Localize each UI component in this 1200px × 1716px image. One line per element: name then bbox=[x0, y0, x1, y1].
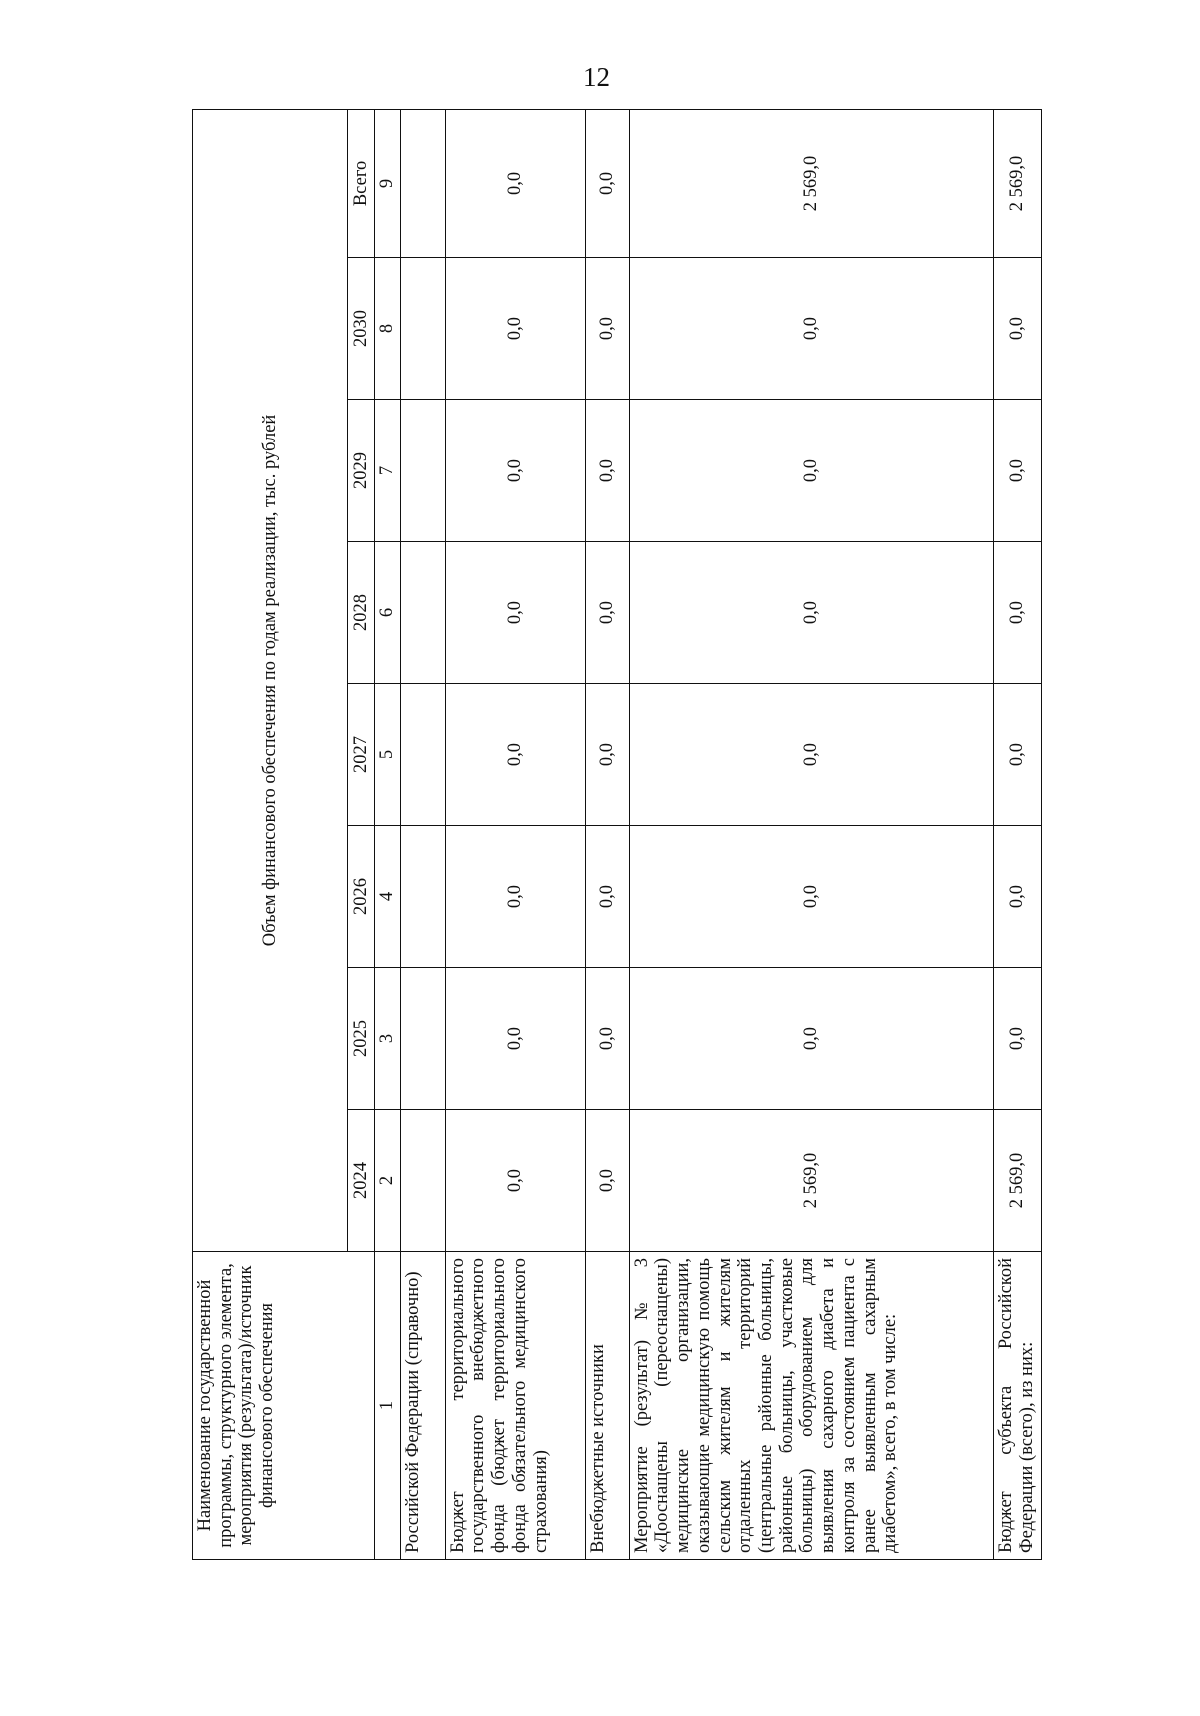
value-cell: 0,0 bbox=[629, 826, 993, 968]
value-cell: 0,0 bbox=[585, 542, 629, 684]
value-cell bbox=[400, 258, 445, 400]
year-header: 2029 bbox=[348, 400, 375, 542]
column-number: 3 bbox=[375, 968, 401, 1110]
column-number: 6 bbox=[375, 542, 401, 684]
value-cell: 0,0 bbox=[585, 400, 629, 542]
value-cell: 0,0 bbox=[994, 258, 1042, 400]
row-label: Мероприятие (результат) № 3 «Дооснащены (переоснащены) медицинские организации, оказывающие медицинскую помощь сельским жителям и жителям отдаленных территорий (центральные районные больницы, районные больницы, участковые больницы) оборудованием для выявления сахарного диабета и контроля за состоянием пациента с ранее выявленным сахарным диабетом», всего, в том числе: bbox=[629, 1252, 993, 1560]
value-cell: 0,0 bbox=[445, 684, 585, 826]
column-number: 8 bbox=[375, 258, 401, 400]
row-label: Российской Федерации (справочно) bbox=[400, 1252, 445, 1560]
value-cell bbox=[400, 400, 445, 542]
value-cell: 0,0 bbox=[585, 684, 629, 826]
value-cell: 0,0 bbox=[994, 684, 1042, 826]
table-row bbox=[994, 109, 1042, 1559]
table-row bbox=[585, 109, 629, 1559]
name-column-header: Наименование государственной программы, структурного элемента, мероприятия (результата)/источник финансового обеспечения bbox=[193, 1252, 375, 1560]
value-cell: 0,0 bbox=[445, 826, 585, 968]
column-number: 2 bbox=[375, 1110, 401, 1252]
rotated-table-container bbox=[192, 110, 1042, 1560]
table-row bbox=[445, 109, 585, 1559]
value-cell: 0,0 bbox=[445, 542, 585, 684]
value-cell: 2 569,0 bbox=[994, 109, 1042, 257]
row-label: Внебюджетные источники bbox=[585, 1252, 629, 1560]
value-cell bbox=[400, 109, 445, 257]
column-number-row bbox=[375, 109, 401, 1559]
value-cell: 0,0 bbox=[585, 109, 629, 257]
table-row bbox=[400, 109, 445, 1559]
value-cell bbox=[400, 968, 445, 1110]
value-cell: 0,0 bbox=[994, 826, 1042, 968]
total-header: Всего bbox=[348, 109, 375, 257]
value-cell: 0,0 bbox=[629, 684, 993, 826]
year-header: 2025 bbox=[348, 968, 375, 1110]
value-cell: 0,0 bbox=[445, 968, 585, 1110]
value-cell: 0,0 bbox=[585, 1110, 629, 1252]
value-cell: 0,0 bbox=[629, 258, 993, 400]
column-number: 9 bbox=[375, 109, 401, 257]
table-row bbox=[629, 109, 993, 1559]
value-cell: 0,0 bbox=[994, 400, 1042, 542]
volume-header: Объем финансового обеспечения по годам реализации, тыс. рублей bbox=[193, 109, 348, 1251]
column-number: 5 bbox=[375, 684, 401, 826]
value-cell: 0,0 bbox=[585, 826, 629, 968]
column-number: 7 bbox=[375, 400, 401, 542]
value-cell: 0,0 bbox=[585, 258, 629, 400]
column-number: 1 bbox=[375, 1252, 401, 1560]
value-cell: 0,0 bbox=[445, 1110, 585, 1252]
value-cell: 2 569,0 bbox=[629, 109, 993, 257]
value-cell bbox=[400, 542, 445, 684]
page-number: 12 bbox=[583, 62, 610, 92]
year-header: 2027 bbox=[348, 684, 375, 826]
column-number: 4 bbox=[375, 826, 401, 968]
value-cell bbox=[400, 684, 445, 826]
value-cell: 0,0 bbox=[585, 968, 629, 1110]
financing-table bbox=[192, 109, 1042, 1560]
value-cell: 0,0 bbox=[629, 968, 993, 1110]
year-header: 2026 bbox=[348, 826, 375, 968]
value-cell: 2 569,0 bbox=[629, 1110, 993, 1252]
row-label: Бюджет территориального государственного внебюджетного фонда (бюджет территориального фонда обязательного медицинского страхования) bbox=[445, 1252, 585, 1560]
year-header: 2030 bbox=[348, 258, 375, 400]
value-cell: 0,0 bbox=[445, 400, 585, 542]
value-cell: 2 569,0 bbox=[994, 1110, 1042, 1252]
value-cell bbox=[400, 1110, 445, 1252]
value-cell bbox=[400, 826, 445, 968]
row-label: Бюджет субъекта Российской Федерации (всего), из них: bbox=[994, 1252, 1042, 1560]
value-cell: 0,0 bbox=[994, 968, 1042, 1110]
value-cell: 0,0 bbox=[445, 258, 585, 400]
year-header: 2024 bbox=[348, 1110, 375, 1252]
header-row-title bbox=[193, 109, 348, 1559]
year-header: 2028 bbox=[348, 542, 375, 684]
value-cell: 0,0 bbox=[445, 109, 585, 257]
value-cell: 0,0 bbox=[629, 542, 993, 684]
value-cell: 0,0 bbox=[994, 542, 1042, 684]
value-cell: 0,0 bbox=[629, 400, 993, 542]
